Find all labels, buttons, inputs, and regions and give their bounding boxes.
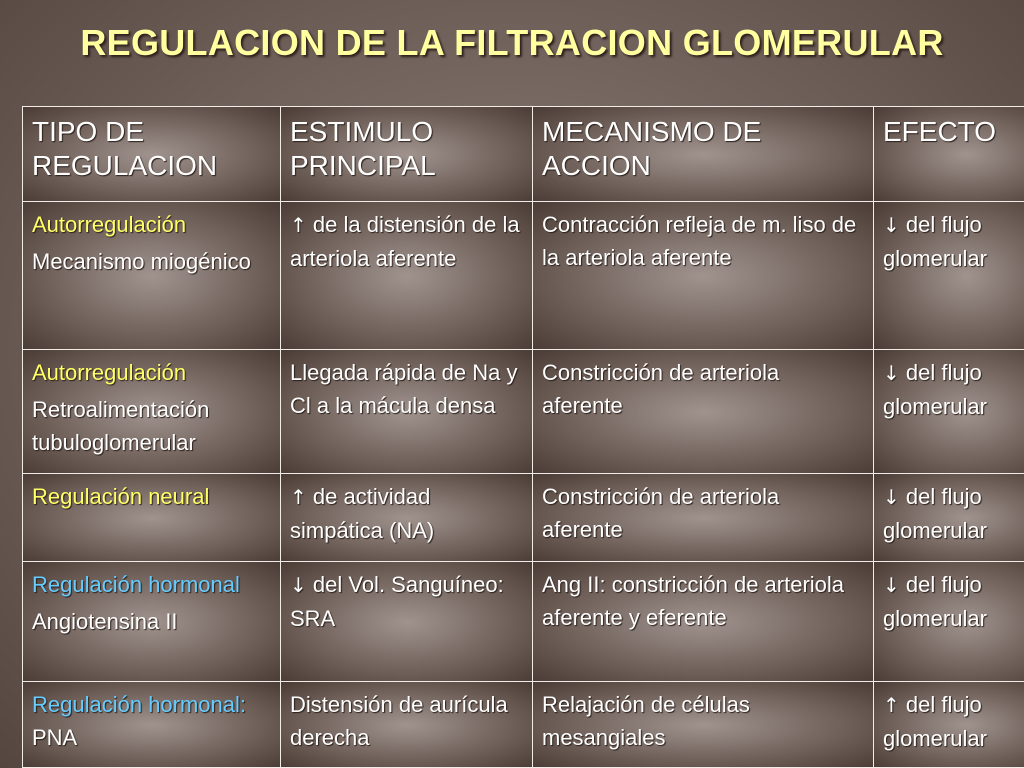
header-effect: EFECTO — [874, 107, 1024, 202]
stimulus-cell — [281, 682, 533, 768]
header-stimulus: ESTIMULO PRINCIPAL — [281, 107, 533, 202]
mechanism-text: Ang II: constricción de arteriola aferente y eferente — [542, 572, 845, 630]
mechanism-text: Constricción de arteriola aferente — [542, 360, 780, 418]
effect-cell — [874, 474, 1024, 562]
effect-cell — [874, 682, 1024, 768]
type-cell — [23, 350, 281, 474]
subtype-label: Angiotensina II — [32, 609, 178, 634]
type-label: Autorregulación — [32, 212, 187, 237]
arrow-up-icon: ↑ — [290, 213, 307, 237]
table-row — [23, 474, 1024, 562]
mechanism-cell — [533, 682, 874, 768]
mechanism-text: Constricción de arteriola aferente — [542, 484, 780, 542]
stimulus-text: de actividad simpática (NA) — [290, 484, 435, 543]
type-label: Autorregulación — [32, 360, 187, 385]
subtype-label: Mecanismo miogénico — [32, 249, 251, 274]
arrow-down-icon: ↓ — [883, 213, 900, 237]
arrow-down-icon: ↓ — [883, 361, 900, 385]
table-row — [23, 350, 1024, 474]
stimulus-cell — [281, 474, 533, 562]
arrow-up-icon: ↑ — [290, 485, 307, 509]
table-row — [23, 562, 1024, 682]
stimulus-cell — [281, 562, 533, 682]
stimulus-cell — [281, 350, 533, 474]
mechanism-text: Relajación de células mesangiales — [542, 692, 750, 750]
regulation-table — [22, 106, 1024, 768]
effect-text: del flujo glomerular — [883, 360, 987, 419]
mechanism-cell — [533, 474, 874, 562]
effect-cell — [874, 202, 1024, 350]
header-type: TIPO DE REGULACION — [23, 107, 281, 202]
stimulus-text: del Vol. Sanguíneo: SRA — [290, 572, 504, 631]
type-cell — [23, 562, 281, 682]
stimulus-text: Llegada rápida de Na y Cl a la mácula densa — [290, 360, 518, 418]
type-label: Regulación neural — [32, 484, 210, 509]
table-row — [23, 682, 1024, 768]
effect-text: del flujo glomerular — [883, 212, 987, 271]
effect-cell — [874, 350, 1024, 474]
mechanism-cell — [533, 562, 874, 682]
effect-text: del flujo glomerular — [883, 572, 987, 631]
type-label: Regulación hormonal: — [32, 692, 247, 717]
slide-title: REGULACION DE LA FILTRACION GLOMERULAR — [80, 22, 944, 63]
table-row — [23, 202, 1024, 350]
type-cell — [23, 202, 281, 350]
effect-text: del flujo glomerular — [883, 692, 987, 751]
mechanism-text: Contracción refleja de m. liso de la arteriola aferente — [542, 212, 857, 270]
arrow-up-icon: ↑ — [883, 693, 900, 717]
header-row — [23, 107, 1024, 202]
stimulus-text: de la distensión de la arteriola aferente — [290, 212, 520, 271]
stimulus-cell — [281, 202, 533, 350]
arrow-down-icon: ↓ — [290, 573, 307, 597]
type-cell — [23, 474, 281, 562]
type-cell — [23, 682, 281, 768]
arrow-down-icon: ↓ — [883, 485, 900, 509]
header-mechanism: MECANISMO DE ACCION — [533, 107, 874, 202]
stimulus-text: Distensión de aurícula derecha — [290, 692, 508, 750]
mechanism-cell — [533, 350, 874, 474]
subtype-label: Retroalimentación tubuloglomerular — [32, 397, 210, 455]
mechanism-cell — [533, 202, 874, 350]
subtype-label: PNA — [32, 725, 78, 750]
type-label: Regulación hormonal — [32, 572, 240, 597]
effect-cell — [874, 562, 1024, 682]
effect-text: del flujo glomerular — [883, 484, 987, 543]
arrow-down-icon: ↓ — [883, 573, 900, 597]
